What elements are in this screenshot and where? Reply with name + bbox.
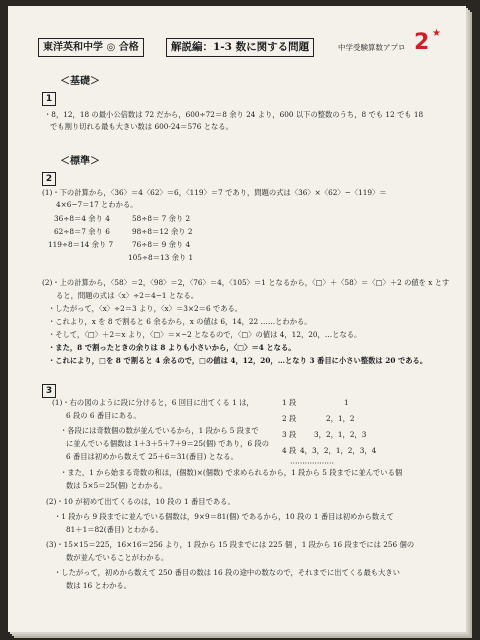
calc-right-1: 58÷8＝ 7 余り 2 [132,214,191,223]
q3-line-9: ・1 段から 9 段までに並んでいる個数は，9×9＝81(個) であるから，10 段の 1 番目は初めから数えて [54,512,394,521]
q3-line-6: ・また，1 から始まる奇数の和は，(個数)×(個数) で求められるから，1 段から 5 段までに並んでいる個 [60,468,403,477]
q3-line-3: ・各段には奇数個の数が並んでいるから，1 段から 5 段まで [60,426,259,435]
q3-line-11: (3)・15×15＝225，16×16＝256 より，1 段から 15 段までには 225 個 ，1 段から 16 段までには 256 個の [46,540,415,549]
brand-name: 中学受験算数アプロ [338,43,406,52]
question-number-2: 2 [42,172,56,186]
figure-dots: ⋯⋯⋯⋯⋯⋯ [290,458,334,467]
question-number-1: 1 [42,92,56,106]
q3-line-7: 数は 5×5＝25(個) とわかる。 [66,481,167,490]
q3-line-2: 6 段の 6 番目にある。 [66,411,141,420]
calc-left-1: 36÷8＝4 余り 4 [54,214,110,223]
calc-left-3: 119÷8＝14 余り 7 [48,240,114,249]
q2-p2-line-7: ・これにより，□を 8 で割ると 4 余るので，□の値は 4，12，20，…となり 3 番目に小さい整数は 20 である。 [48,356,428,365]
q2-p2-line-4: ・これより，x を 8 で割ると 6 余るから，x の値は 6，14，22 ……とわかる。 [48,317,312,326]
brand-logo-number: 2 [414,30,430,55]
q3-line-4: に並んでいる個数は 1＋3＋5＋7＋9＝25(個) であり，6 段の [66,439,270,448]
worksheet-page [8,6,466,632]
question-number-3: 3 [42,384,56,398]
figure-row-4-nums: 4，3，2，1，2，3，4 [300,446,377,455]
figure-row-4-label: 4 段 [282,446,297,455]
q2-p2-line-3: ・したがって，〈x〉÷2＝3 より，〈x〉＝3×2＝6 である。 [48,304,243,313]
q2-p2-line-1: (2)・上の計算から，〈58〉＝2，〈98〉＝2，〈76〉＝4，〈105〉＝1 となるから，〈□〉＋〈58〉＝〈□〉＋2 の値を x とす [42,278,450,287]
calc-right-2: 98÷8＝12 余り 2 [132,227,193,236]
school-label: 東洋英和中学 ◎ 合格 [38,38,144,57]
q3-line-5: 6 番目は初めから数えて 25＋6＝31(番目) となる。 [66,452,238,461]
q1-line-2: でも割り切れる最も大きい数は 600-24＝576 となる。 [50,122,233,131]
q1-line-1: ・8，12，18 の最小公倍数は 72 だから，600÷72＝8 余り 24 より，600 以下の整数のうち，8 でも 12 でも 18 [44,110,424,119]
q2-p1-line-1: (1)・下の計算から，〈36〉＝4〈62〉＝6，〈119〉＝7 であり，問題の式は〈36〉×〈62〉−〈119〉＝ [42,188,387,197]
figure-row-1-label: 1 段 [282,398,297,407]
q2-p2-line-2: ると，問題の式は〈x〉÷2＝4−1 となる。 [56,291,199,300]
figure-row-3-nums: 3，2，1，2，3 [314,430,367,439]
document-title: 解説編：1-3 数に関する問題 [166,38,314,57]
section-kiso: ＜基礎＞ [60,76,100,87]
q2-p1-line-2: 4×6−7＝17 とわかる。 [56,200,138,209]
section-hyojun: ＜標準＞ [60,156,100,167]
calc-right-3: 76÷8＝ 9 余り 4 [132,240,191,249]
figure-row-3-label: 3 段 [282,430,297,439]
q3-line-8: (2)・10 が初めて出てくるのは，10 段の 1 番目である。 [46,497,235,506]
calc-left-2: 62÷8＝7 余り 6 [54,227,110,236]
q3-line-12: 数が並んでいることがわかる。 [66,553,169,562]
figure-row-2-label: 2 段 [282,414,297,423]
q2-p2-line-5: ・そして，〈□〉＋2＝x より，〈□〉＝×−2 となるので，〈□〉の値は 4，12，20，…となる。 [48,330,362,339]
figure-row-1-nums: 1 [344,398,349,407]
q3-line-14: 数は 16 とわかる。 [66,581,132,590]
q3-line-10: 81＋1＝82(番目) とわかる。 [66,525,163,534]
star-icon: ★ [432,28,441,39]
calc-right-4: 105÷8＝13 余り 1 [128,253,194,262]
q3-line-1: (1)・右の図のように段に分けると，6 回目に出てくる 1 は， [52,398,254,407]
q2-p2-line-6: ・また，8 で割ったときの余りは 8 よりも小さいから，〈□〉＝4 となる。 [48,343,296,352]
q3-line-13: ・したがって，初めから数えて 250 番目の数は 16 段の途中の数なので，それまでに出てくる最も大きい [54,568,400,577]
figure-row-2-nums: 2，1，2 [326,414,355,423]
